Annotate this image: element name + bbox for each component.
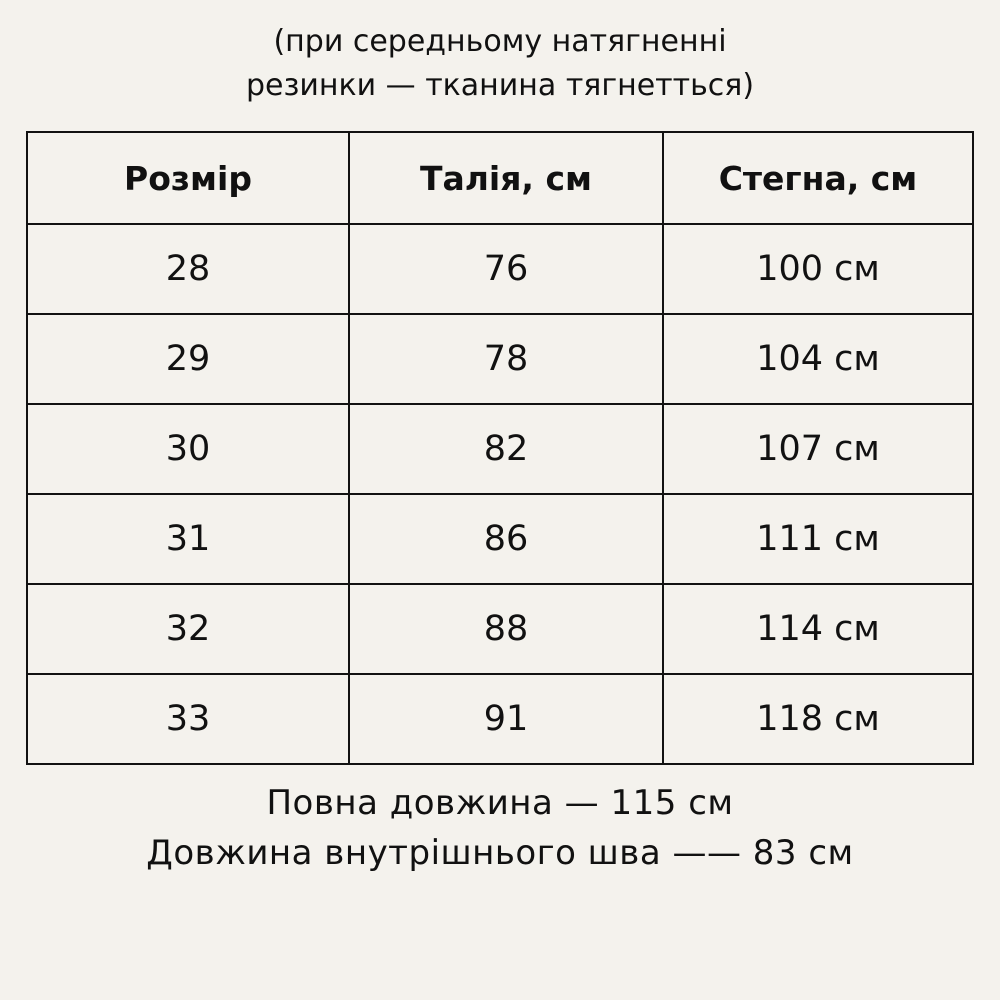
table-row [27, 404, 973, 494]
cell-waist: 86 [349, 494, 663, 584]
top-note-line-1: (при середньому натягненні [273, 24, 727, 59]
cell-waist: 78 [349, 314, 663, 404]
table-body [27, 224, 973, 764]
cell-size: 31 [27, 494, 349, 584]
top-note-line-2: резинки — тканина тягнетться) [245, 67, 755, 103]
top-note [246, 20, 754, 107]
cell-hips: 111 см [663, 494, 973, 584]
column-header-waist: Талія, см [349, 132, 663, 224]
cell-waist: 91 [349, 674, 663, 764]
cell-hips: 100 см [663, 224, 973, 314]
cell-size: 28 [27, 224, 349, 314]
column-header-size: Розмір [27, 132, 349, 224]
cell-size: 32 [27, 584, 349, 674]
footer-total-length: Повна довжина — 115 см [266, 783, 734, 823]
cell-hips: 114 см [663, 584, 973, 674]
cell-hips: 107 см [663, 404, 973, 494]
table-head [27, 132, 973, 224]
cell-waist: 88 [349, 584, 663, 674]
table-header-row [27, 132, 973, 224]
table-row [27, 584, 973, 674]
table-row [27, 314, 973, 404]
cell-size: 29 [27, 314, 349, 404]
size-table [26, 131, 974, 765]
footer-notes [146, 783, 853, 873]
cell-hips: 104 см [663, 314, 973, 404]
cell-size: 33 [27, 674, 349, 764]
cell-waist: 76 [349, 224, 663, 314]
table-row [27, 224, 973, 314]
column-header-hips: Стегна, см [663, 132, 973, 224]
cell-size: 30 [27, 404, 349, 494]
table-row [27, 674, 973, 764]
cell-hips: 118 см [663, 674, 973, 764]
table-row [27, 494, 973, 584]
cell-waist: 82 [349, 404, 663, 494]
footer-inseam-length: Довжина внутрішнього шва —— 83 см [146, 833, 854, 873]
